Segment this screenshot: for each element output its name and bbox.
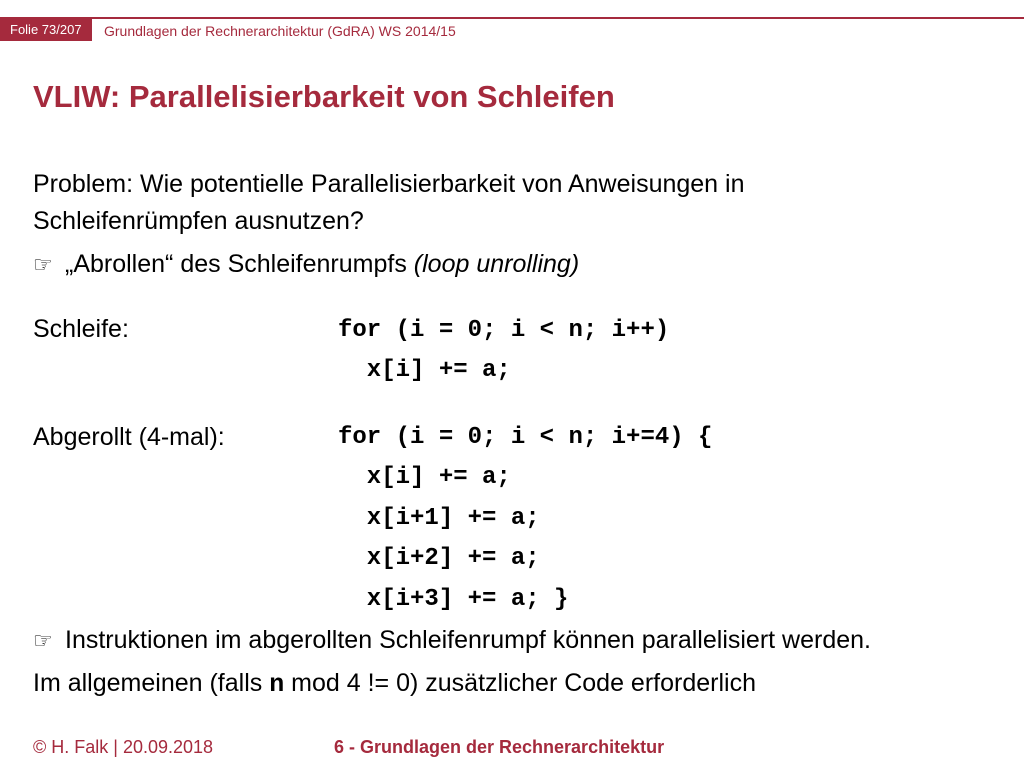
pointing-hand-icon: ☞ xyxy=(33,628,53,653)
pointing-hand-icon: ☞ xyxy=(33,252,53,277)
unrolled-code-line: x[i+2] += a; xyxy=(338,545,540,572)
loop-code-line: for (i = 0; i < n; i++) xyxy=(338,317,670,344)
unrolled-code-line: for (i = 0; i < n; i+=4) { xyxy=(338,424,713,451)
loop-label: Schleife: xyxy=(33,315,129,343)
problem-line-1: Problem: Wie potentielle Parallelisierbarkeit von Anweisungen in xyxy=(33,170,745,198)
loop-code-line: x[i] += a; xyxy=(338,357,511,384)
bullet-parallelize xyxy=(33,624,871,657)
bullet-unrolling-text: „Abrollen“ des Schleifenrumpfs xyxy=(65,250,414,278)
bullet-parallelize-text: Instruktionen im abgerollten Schleifenrumpf können parallelisiert werden. xyxy=(65,626,871,654)
footer-author: © H. Falk | 20.09.2018 xyxy=(33,737,214,757)
unrolled-code-line: x[i+1] += a; xyxy=(338,505,540,532)
slide-title: VLIW: Parallelisierbarkeit von Schleifen xyxy=(33,79,615,114)
bullet-unrolling xyxy=(33,248,579,281)
course-title: Grundlagen der Rechnerarchitektur (GdRA) WS 2014/15 xyxy=(104,23,456,39)
unrolled-code-line: x[i+3] += a; } xyxy=(338,586,569,613)
note-text-after: mod 4 != 0) zusätzlicher Code erforderlich xyxy=(284,669,756,697)
note-line xyxy=(33,667,756,701)
slide-number-badge: Folie 73/207 xyxy=(0,19,92,41)
note-inline-code: n xyxy=(269,670,285,699)
header-rule xyxy=(0,17,1024,19)
note-text-before: Im allgemeinen (falls xyxy=(33,669,270,697)
problem-line-2: Schleifenrümpfen ausnutzen? xyxy=(33,207,364,235)
footer-chapter: 6 - Grundlagen der Rechnerarchitektur xyxy=(334,737,665,757)
bullet-unrolling-italic: (loop unrolling) xyxy=(413,250,580,278)
unrolled-code-line: x[i] += a; xyxy=(338,464,511,491)
unrolled-label: Abgerollt (4-mal): xyxy=(33,423,225,451)
